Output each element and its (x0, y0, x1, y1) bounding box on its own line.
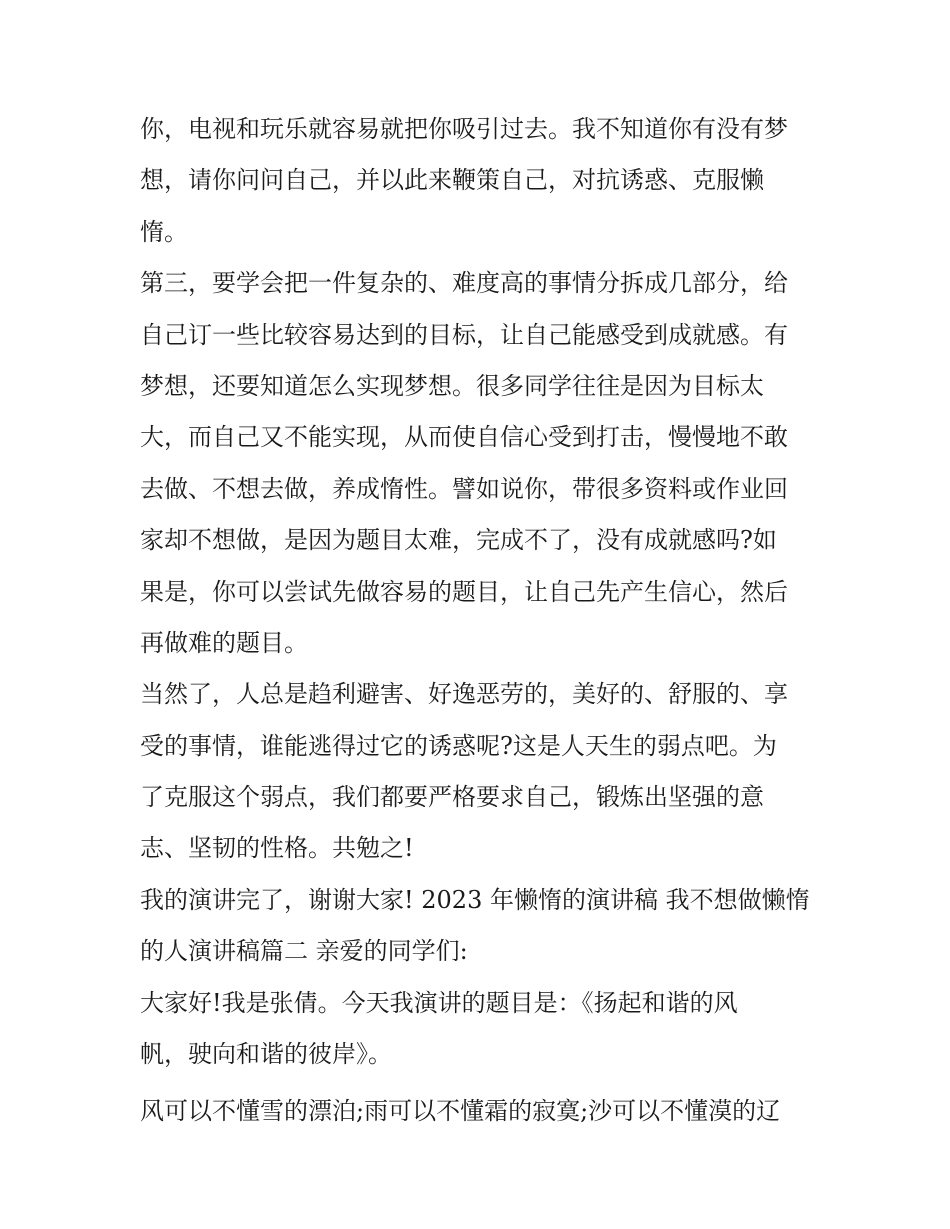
text-line: 了克服这个弱点，我们都要严格要求自己，锻炼出坚强的意 (140, 783, 764, 812)
text-line: 风可以不懂雪的漂泊;雨可以不懂霜的寂寞;沙可以不懂漠的辽 (140, 1097, 781, 1126)
text-line: 家却不想做，是因为题目太难，完成不了，没有成就感吗?如 (140, 526, 777, 555)
text-line: 第三，要学会把一件复杂的、难度高的事情分拆成几部分，给 (140, 269, 788, 298)
text-line: 的人演讲稿篇二 亲爱的同学们: (140, 937, 468, 966)
text-line: 帆，驶向和谐的彼岸》。 (140, 1040, 392, 1069)
text-line: 惰。 (140, 217, 188, 246)
text-line: 大，而自己又不能实现，从而使自信心受到打击，慢慢地不敢 (140, 423, 788, 452)
text-line: 当然了，人总是趋利避害、好逸恶劳的，美好的、舒服的、享 (140, 680, 788, 709)
text-line: 志、坚韧的性格。共勉之! (140, 834, 414, 863)
text-line: 你，电视和玩乐就容易就把你吸引过去。我不知道你有没有梦 (140, 115, 788, 143)
document-body (140, 104, 812, 1138)
text-line: 果是，你可以尝试先做容易的题目，让自己先产生信心，然后 (140, 577, 788, 606)
text-line: 梦想，还要知道怎么实现梦想。很多同学往往是因为目标太 (140, 371, 764, 400)
text-line: 去做、不想去做，养成惰性。譬如说你，带很多资料或作业回 (140, 474, 788, 503)
text-line: 想，请你问问自己，并以此来鞭策自己，对抗诱惑、克服懒 (140, 166, 764, 195)
text-line: 自己订一些比较容易达到的目标，让自己能感受到成就感。有 (140, 320, 788, 349)
text-line: 受的事情，谁能逃得过它的诱惑呢?这是人天生的弱点吧。为 (140, 731, 777, 760)
text-line: 再做难的题目。 (140, 628, 308, 657)
text-line: 大家好!我是张倩。今天我演讲的题目是：《扬起和谐的风 (140, 988, 738, 1017)
text-line: 我的演讲完了，谢谢大家! 2023 年懒惰的演讲稿 我不想做懒惰 (140, 885, 810, 914)
